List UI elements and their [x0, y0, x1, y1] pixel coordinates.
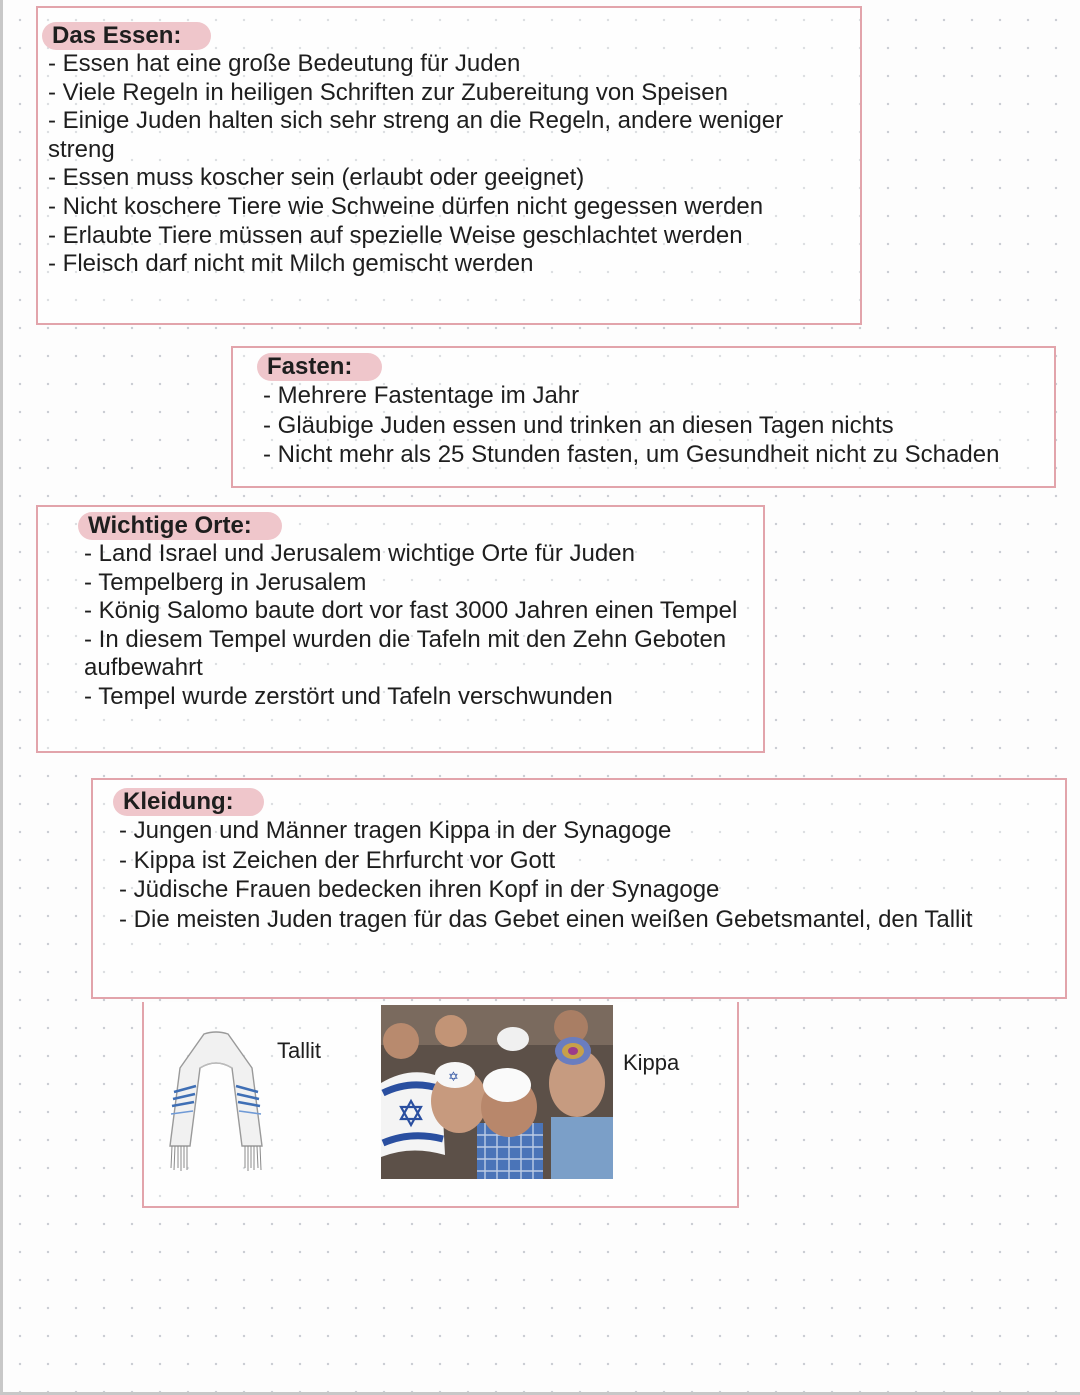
- list-item: - Nicht koschere Tiere wie Schweine dürfen nicht gegessen werden: [48, 192, 764, 220]
- list-item: - Gläubige Juden essen und trinken an diesen Tagen nichts: [263, 411, 894, 439]
- fasten-heading: Fasten:: [257, 353, 382, 381]
- tallit-caption: Tallit: [277, 1038, 322, 1063]
- list-item: - Kippa ist Zeichen der Ehrfurcht vor Gott: [119, 846, 556, 874]
- essen-list: [48, 50, 820, 279]
- svg-text:✡: ✡: [448, 1070, 459, 1085]
- list-item: - Fleisch darf nicht mit Milch gemischt werden: [48, 250, 534, 278]
- images-box: [142, 1002, 739, 1208]
- list-item: - Tempel wurde zerstört und Tafeln verschwunden: [84, 682, 613, 710]
- list-item: - Einige Juden halten sich sehr streng an die Regeln, andere weniger streng: [48, 107, 784, 163]
- kleidung-box: [91, 778, 1067, 999]
- list-item: - Die meisten Juden tragen für das Gebet einen weißen Gebetsmantel, den Tallit: [119, 905, 973, 933]
- list-item: - Land Israel und Jerusalem wichtige Orte für Juden: [84, 540, 635, 567]
- page-edge: [0, 0, 3, 1395]
- fasten-list: [263, 381, 1054, 470]
- list-item: - Mehrere Fastentage im Jahr: [263, 382, 580, 409]
- list-item: - Essen muss koscher sein (erlaubt oder geeignet): [48, 164, 585, 192]
- orte-list: [84, 540, 743, 712]
- list-item: - König Salomo baute dort vor fast 3000 Jahren einen Tempel: [84, 597, 738, 625]
- orte-heading: Wichtige Orte:: [78, 512, 282, 540]
- list-item: - Nicht mehr als 25 Stunden fasten, um Gesundheit nicht zu Schaden: [263, 441, 1000, 469]
- list-item: - Jungen und Männer tragen Kippa in der Synagoge: [119, 817, 672, 844]
- list-item: - Viele Regeln in heiligen Schriften zur Zubereitung von Speisen: [48, 78, 728, 106]
- kippa-caption: Kippa: [623, 1050, 680, 1075]
- kippa-photo: [381, 1005, 613, 1179]
- tallit-image: [166, 1028, 266, 1176]
- kleidung-list: [119, 816, 1065, 934]
- list-item: - Erlaubte Tiere müssen auf spezielle Weise geschlachtet werden: [48, 221, 743, 249]
- fasten-box: [231, 346, 1056, 488]
- essen-heading: Das Essen:: [42, 22, 211, 50]
- orte-box: [36, 505, 765, 753]
- list-item: - Essen hat eine große Bedeutung für Juden: [48, 50, 521, 77]
- list-item: - Jüdische Frauen bedecken ihren Kopf in der Synagoge: [119, 876, 720, 904]
- essen-box: [36, 6, 862, 325]
- list-item: - Tempelberg in Jerusalem: [84, 568, 367, 596]
- list-item: - In diesem Tempel wurden die Tafeln mit den Zehn Geboten aufbewahrt: [84, 625, 727, 682]
- kleidung-heading: Kleidung:: [113, 788, 264, 816]
